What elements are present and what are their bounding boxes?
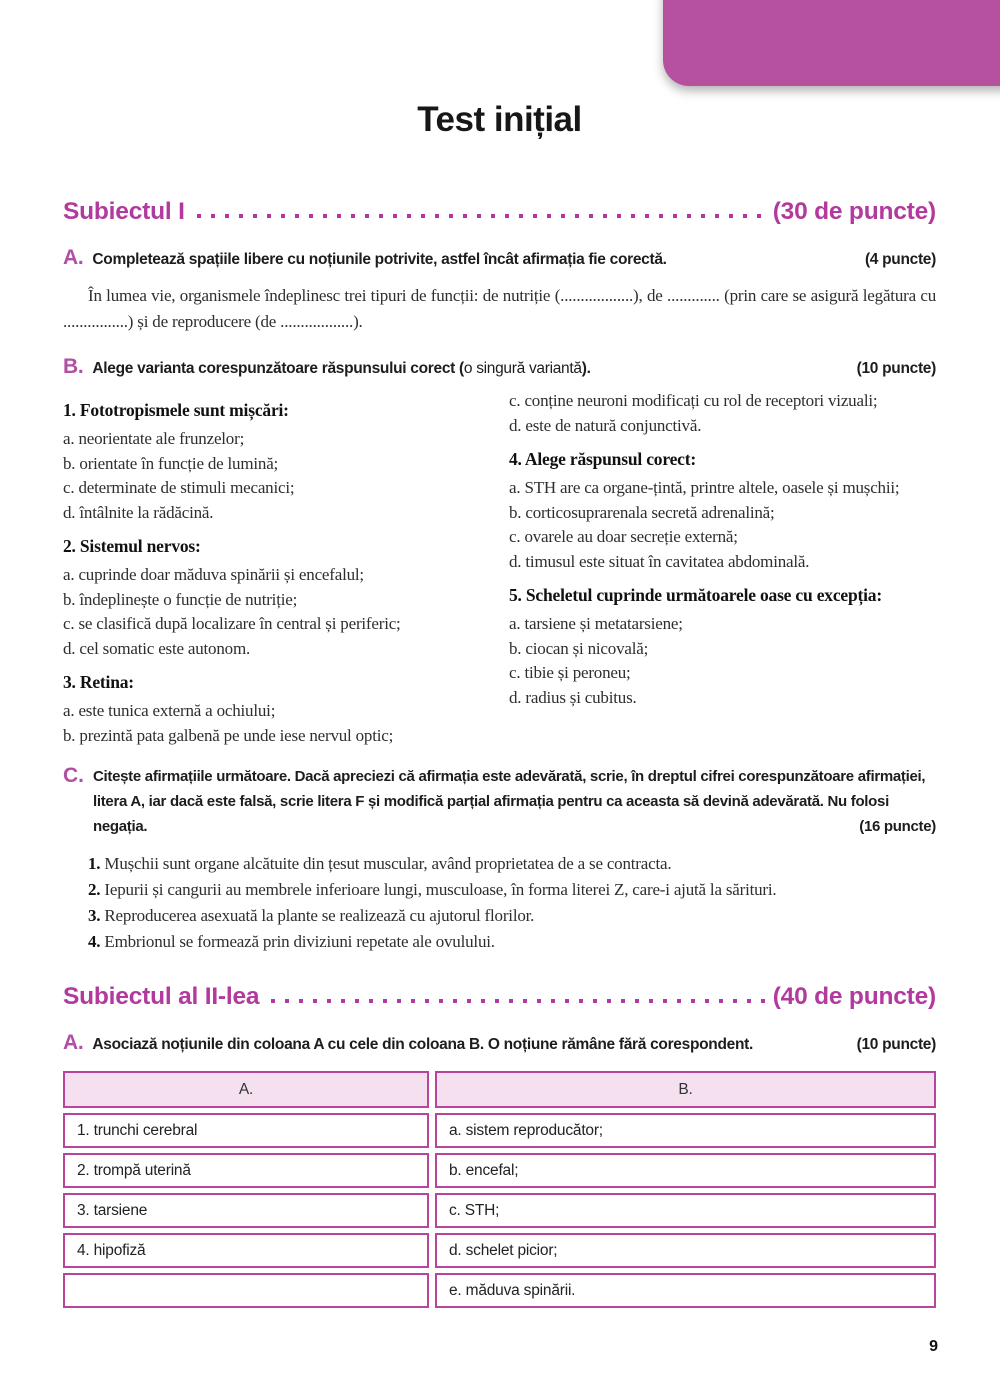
question-3-option-d: d. este de natură conjunctivă. xyxy=(509,415,702,435)
section-1c-points: (16 puncte) xyxy=(859,818,936,835)
table-cell-a4: 4. hipofiză xyxy=(63,1233,429,1268)
question-3-option-c: c. conține neuroni modificați cu rol de receptori vizuali; xyxy=(509,391,878,410)
section-1c-heading xyxy=(63,764,936,839)
questions-column-right xyxy=(509,389,936,748)
page-title: Test inițial xyxy=(417,100,582,139)
subject2-points: (40 de puncte) xyxy=(772,983,936,1010)
subject1-points: (30 de puncte) xyxy=(772,198,936,225)
table-header-b: B. xyxy=(435,1071,936,1108)
question-4-option-a: a. STH are ca organe-țintă, printre altele, oasele și mușchii; xyxy=(509,478,900,497)
subject1-title: Subiectul I xyxy=(63,198,185,225)
section-1a-points: (4 puncte) xyxy=(864,251,936,268)
question-1-option-d: d. întâlnite la rădăcină. xyxy=(63,502,214,522)
page-number: 9 xyxy=(929,1338,938,1355)
question-1-option-c: c. determinate de stimuli mecanici; xyxy=(63,478,295,497)
corner-decoration xyxy=(663,0,1000,86)
table-cell-a2: 2. trompă uterină xyxy=(63,1153,429,1188)
question-5-option-a: a. tarsiene și metatarsiene; xyxy=(509,614,683,633)
fill-in-paragraph: În lumea vie, organismele îndeplinesc trei tipuri de funcții: de nutriție (..................), de ............. (prin care se asigură legătura cu ................) și de reproducere (de ..................). xyxy=(63,286,936,331)
table-cell-b2: b. encefal; xyxy=(435,1153,936,1188)
section-1b-points: (10 puncte) xyxy=(856,360,936,377)
question-2-option-b: b. îndeplinește o funcție de nutriție; xyxy=(63,589,298,609)
section-2a-points: (10 puncte) xyxy=(856,1036,936,1053)
question-5-option-b: b. ciocan și nicovală; xyxy=(509,638,649,658)
section-1a-letter: A. xyxy=(63,246,84,269)
table-cell-b5: e. măduva spinării. xyxy=(435,1273,936,1308)
question-2-title: 2. Sistemul nervos: xyxy=(63,536,201,556)
section-2a-heading xyxy=(63,1031,936,1055)
question-4-title: 4. Alege răspunsul corect: xyxy=(509,449,696,469)
section-2a-letter: A. xyxy=(63,1031,84,1054)
statement-1: 1. Mușchii sunt organe alcătuite din țesut muscular, având proprietatea de a se contracta. xyxy=(88,854,672,873)
question-3-option-a: a. este tunica externă a ochiului; xyxy=(63,701,276,720)
subject1-heading-line xyxy=(63,198,936,226)
table-header-a: A. xyxy=(63,1071,429,1108)
dotted-leader xyxy=(197,214,765,218)
table-cell-a1: 1. trunchi cerebral xyxy=(63,1113,429,1148)
table-cell-b4: d. schelet picior; xyxy=(435,1233,936,1268)
table-cell-a3: 3. tarsiene xyxy=(63,1193,429,1228)
association-table xyxy=(63,1071,936,1308)
dotted-leader xyxy=(271,999,764,1003)
table-cell-b1: a. sistem reproducător; xyxy=(435,1113,936,1148)
question-3-title: 3. Retina: xyxy=(63,672,134,692)
question-5-title: 5. Scheletul cuprinde următoarele oase cu excepția: xyxy=(509,585,882,605)
question-2-option-d: d. cel somatic este autonom. xyxy=(63,638,251,658)
section-1a-heading xyxy=(63,246,936,270)
statement-2: 2. Iepurii și cangurii au membrele inferioare lungi, musculoase, în forma literei Z, care-i ajută la sărituri. xyxy=(88,880,777,899)
statement-4: 4. Embrionul se formează prin diviziuni repetate ale ovulului. xyxy=(88,932,495,951)
questions-column-left xyxy=(63,389,493,748)
question-4-option-b: b. corticosuprarenala secretă adrenalină; xyxy=(509,502,775,522)
question-2-option-a: a. cuprinde doar măduva spinării și encefalul; xyxy=(63,565,364,584)
subject2-heading-line xyxy=(63,983,936,1011)
questions-columns xyxy=(63,389,936,748)
section-1c-instruction: Citește afirmațiile următoare. Dacă apreciezi că afirmația este adevărată, scrie, în dreptul cifrei corespunzătoare afirmației, litera A, iar dacă este falsă, scrie litera F și modifică parțial afirmația pentru ca aceasta să devină adevărată. Nu folosi negația. (16 puncte) xyxy=(93,764,936,839)
section-1b-instruction: Alege varianta corespunzătoare răspunsului corect (o singură variantă). xyxy=(92,360,591,377)
statement-3: 3. Reproducerea asexuată la plante se realizează cu ajutorul florilor. xyxy=(88,906,535,925)
section-2a-instruction: Asociază noțiunile din coloana A cu cele din coloana B. O noțiune rămâne fără corespondent. xyxy=(92,1036,753,1053)
question-3-option-b: b. prezintă pata galbenă pe unde iese nervul optic; xyxy=(63,725,394,745)
section-1a-instruction: Completează spațiile libere cu noțiunile potrivite, astfel încât afirmația fie corectă. xyxy=(92,251,667,268)
question-1-option-a: a. neorientate ale frunzelor; xyxy=(63,429,245,448)
section-1b-letter: B. xyxy=(63,355,84,378)
table-cell-b3: c. STH; xyxy=(435,1193,936,1228)
question-5-option-c: c. tibie și peroneu; xyxy=(509,663,631,682)
question-2-option-c: c. se clasifică după localizare în central și periferic; xyxy=(63,614,401,633)
question-4-option-d: d. timusul este situat în cavitatea abdominală. xyxy=(509,551,810,571)
question-1-title: 1. Fototropismele sunt mișcări: xyxy=(63,400,289,420)
question-4-option-c: c. ovarele au doar secreție externă; xyxy=(509,527,738,546)
question-5-option-d: d. radius și cubitus. xyxy=(509,687,637,707)
section-1c-letter: C. xyxy=(63,764,84,787)
subject2-title: Subiectul al II-lea xyxy=(63,983,260,1010)
table-cell-a5-empty xyxy=(63,1273,429,1308)
question-1-option-b: b. orientate în funcție de lumină; xyxy=(63,453,279,473)
true-false-statements xyxy=(63,851,936,955)
section-1b-heading xyxy=(63,355,936,379)
